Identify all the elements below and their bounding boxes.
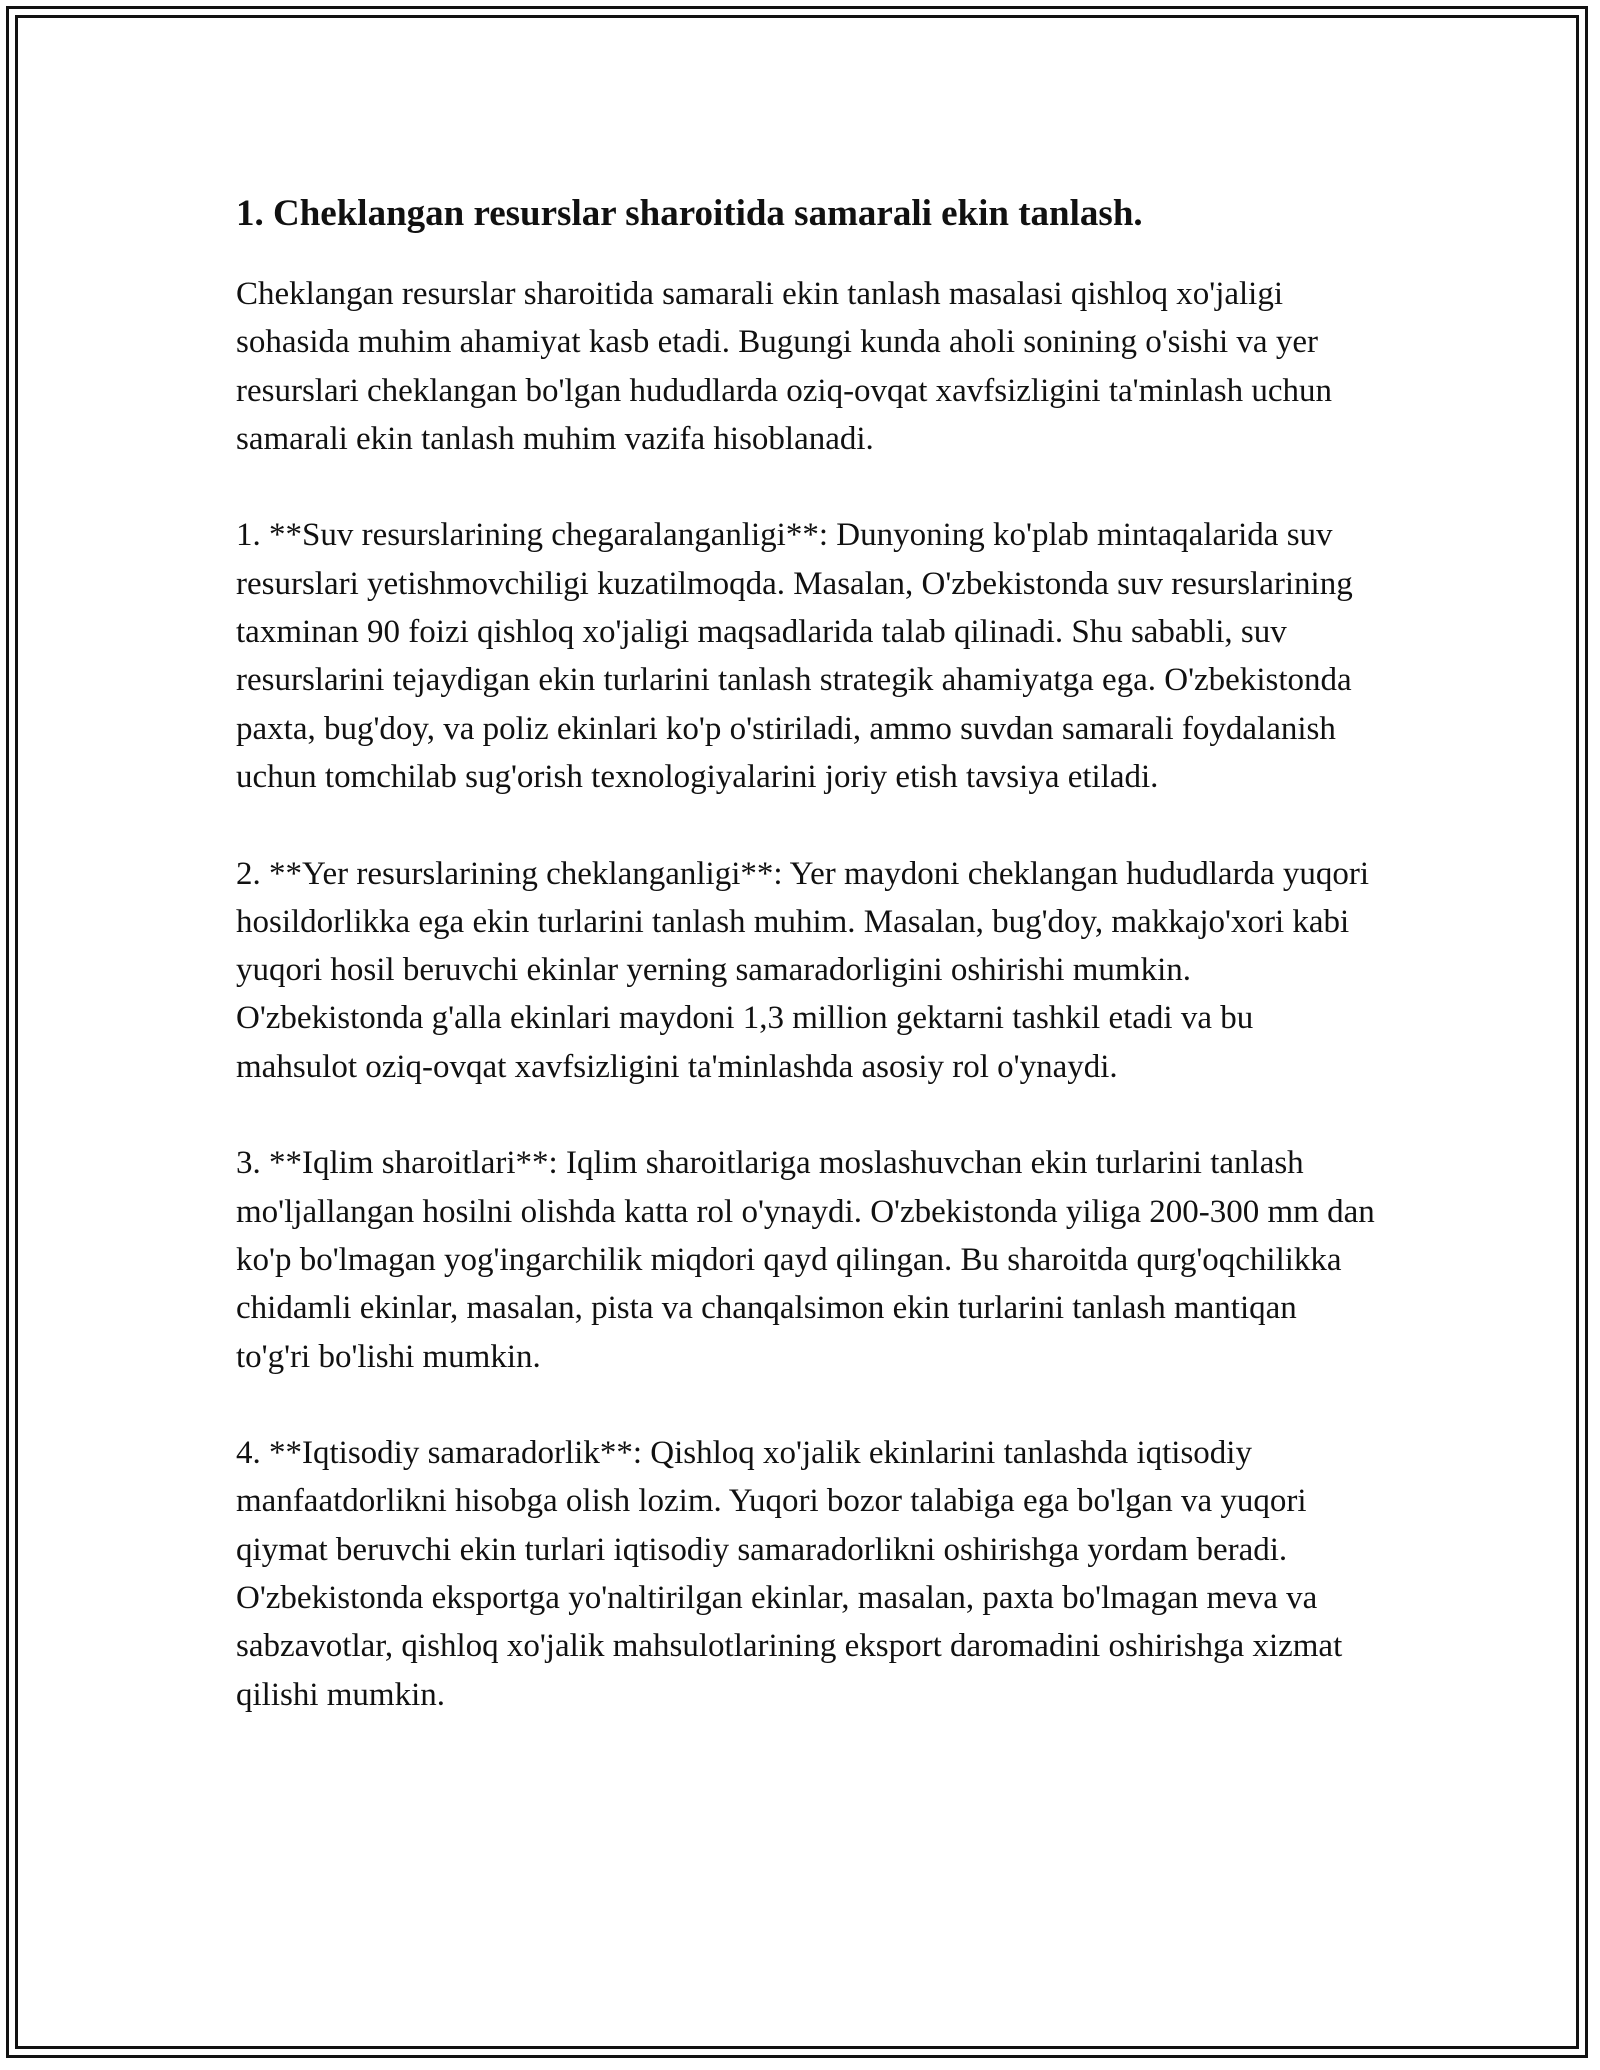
intro-paragraph: Cheklangan resurslar sharoitida samarali ekin tanlash masalasi qishloq xo'jaligi sohasida muhim ahamiyat kasb etadi. Bugungi kunda aholi sonining o'sishi va yer resurslari cheklangan bo'lgan hududlarda oziq-ovqat xavfsizligini ta'minlash uchun samarali ekin tanlash muhim vazifa hisoblanadi.: [236, 276, 1332, 457]
document-body: [236, 186, 1376, 1719]
document-title: 1. Cheklangan resurslar sharoitida samarali ekin tanlash.: [236, 193, 1143, 234]
paragraph-water-resources: 1. **Suv resurslarining chegaralanganligi**: Dunyoning ko'plab mintaqalarida suv resurslari yetishmovchiligi kuzatilmoqda. Masalan, O'zbekistonda suv resurslarining taxminan 90 foizi qishloq xo'jaligi maqsadlarida talab qilinadi. Shu sababli, suv resurslarini tejaydigan ekin turlarini tanlash strategik ahamiyatga ega. O'zbekistonda paxta, bug'doy, va poliz ekinlari ko'p o'stiriladi, ammo suvdan samarali foydalanish uchun tomchilab sug'orish texnologiyalarini joriy etish tavsiya etiladi.: [236, 517, 1353, 795]
paragraph-climate-conditions: 3. **Iqlim sharoitlari**: Iqlim sharoitlariga moslashuvchan ekin turlarini tanlash mo'ljallangan hosilni olishda katta rol o'ynaydi. O'zbekistonda yiliga 200-300 mm dan ko'p bo'lmagan yog'ingarchilik miqdori qayd qilingan. Bu sharoitda qurg'oqchilikka chidamli ekinlar, masalan, pista va chanqalsimon ekin turlarini tanlash mantiqan to'g'ri bo'lishi mumkin.: [236, 1145, 1375, 1375]
paragraph-economic-efficiency: 4. **Iqtisodiy samaradorlik**: Qishloq xo'jalik ekinlarini tanlashda iqtisodiy manfaatdorlikni hisobga olish lozim. Yuqori bozor talabiga ega bo'lgan va yuqori qiymat beruvchi ekin turlari iqtisodiy samaradorlikni oshirishga yordam beradi. O'zbekistonda eksportga yo'naltirilgan ekinlar, masalan, paxta bo'lmagan meva va sabzavotlar, qishloq xo'jalik mahsulotlarining eksport daromadini oshirishga xizmat qilishi mumkin.: [236, 1435, 1343, 1713]
paragraph-land-resources: 2. **Yer resurslarining cheklanganligi**: Yer maydoni cheklangan hududlarda yuqori hosildorlikka ega ekin turlarini tanlash muhim. Masalan, bug'doy, makkajo'xori kabi yuqori hosil beruvchi ekinlar yerning samaradorligini oshirishi mumkin. O'zbekistonda g'alla ekinlari maydoni 1,3 million gektarni tashkil etadi va bu mahsulot oziq-ovqat xavfsizligini ta'minlashda asosiy rol o'ynaydi.: [236, 855, 1370, 1085]
